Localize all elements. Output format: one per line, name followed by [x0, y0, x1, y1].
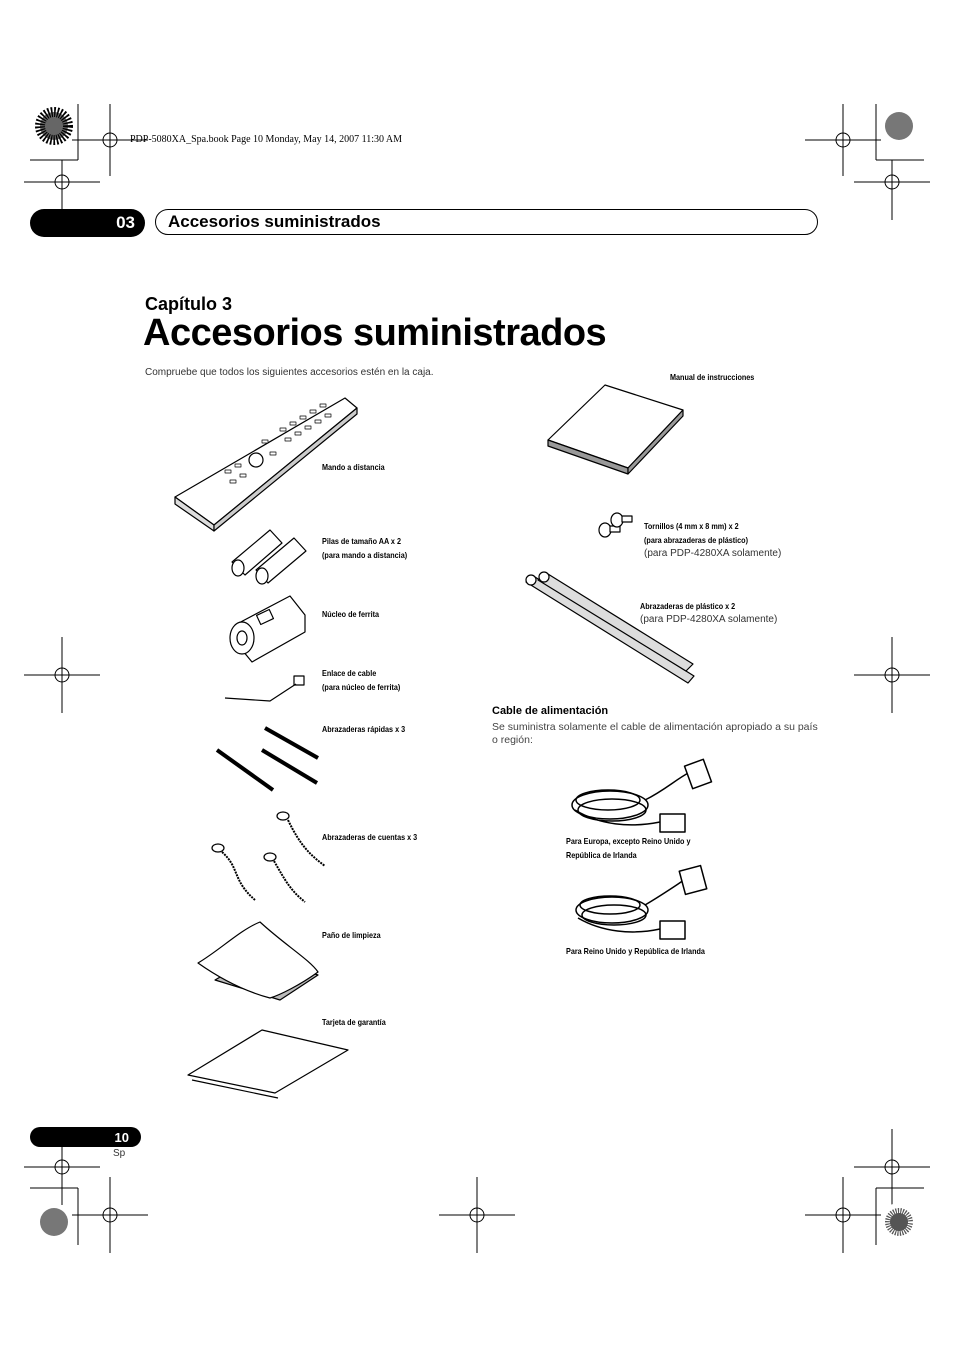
ferrite-core-illustration [230, 596, 305, 662]
bead-clamps-illustration [212, 812, 325, 902]
label-ferrite-core: Núcleo de ferrita [322, 609, 380, 619]
label-plastic-clamps: Abrazaderas de plástico x 2 [640, 601, 736, 611]
page-title: Accesorios suministrados [143, 312, 607, 354]
book-info-line: PDP-5080XA_Spa.book Page 10 Monday, May 14, 2007 11:30 AM [130, 134, 403, 145]
europe-power-cable-illustration [572, 759, 712, 832]
power-cable-text: Se suministra solamente el cable de alimentación apropiado a su país o región: [492, 721, 818, 746]
screws-illustration [599, 513, 632, 537]
page-number: 10 [30, 1127, 141, 1147]
label-cleaning-cloth: Paño de limpieza [322, 930, 381, 940]
chapter-number: 03 [30, 209, 145, 237]
warranty-card-illustration [188, 1030, 348, 1098]
quick-clamps-illustration [217, 728, 318, 790]
intro-text: Compruebe que todos los siguientes accesorios estén en la caja. [145, 367, 434, 378]
label-batteries: Pilas de tamaño AA x 2 (para mando a distancia) [322, 536, 408, 560]
batteries-illustration [232, 530, 306, 584]
label-europe-cable: Para Europa, excepto Reino Unido y República de Irlanda [566, 836, 691, 860]
cleaning-cloth-illustration [198, 922, 318, 1000]
manual-illustration [548, 385, 683, 474]
label-remote-control: Mando a distancia [322, 462, 385, 472]
power-cable-heading: Cable de alimentación [492, 705, 609, 717]
label-manual: Manual de instrucciones [670, 372, 755, 382]
plastic-clamps-illustration [526, 572, 694, 683]
label-screws: Tornillos (4 mm x 8 mm) x 2 (para abrazaderas de plástico) [644, 521, 749, 545]
label-uk-cable: Para Reino Unido y República de Irlanda [566, 946, 705, 956]
chapter-header-title: Accesorios suministrados [155, 209, 818, 235]
label-warranty-card: Tarjeta de garantía [322, 1017, 386, 1027]
note-screws: (para PDP-4280XA solamente) [644, 548, 782, 559]
label-quick-clamps: Abrazaderas rápidas x 3 [322, 724, 406, 734]
cable-tie-illustration [225, 676, 304, 701]
label-cable-tie: Enlace de cable (para núcleo de ferrita) [322, 668, 401, 692]
label-bead-clamps: Abrazaderas de cuentas x 3 [322, 832, 418, 842]
note-plastic-clamps: (para PDP-4280XA solamente) [640, 614, 778, 625]
chapter-label: Capítulo 3 [145, 294, 233, 314]
page-language: Sp [113, 1148, 126, 1159]
uk-power-cable-illustration [576, 866, 707, 939]
